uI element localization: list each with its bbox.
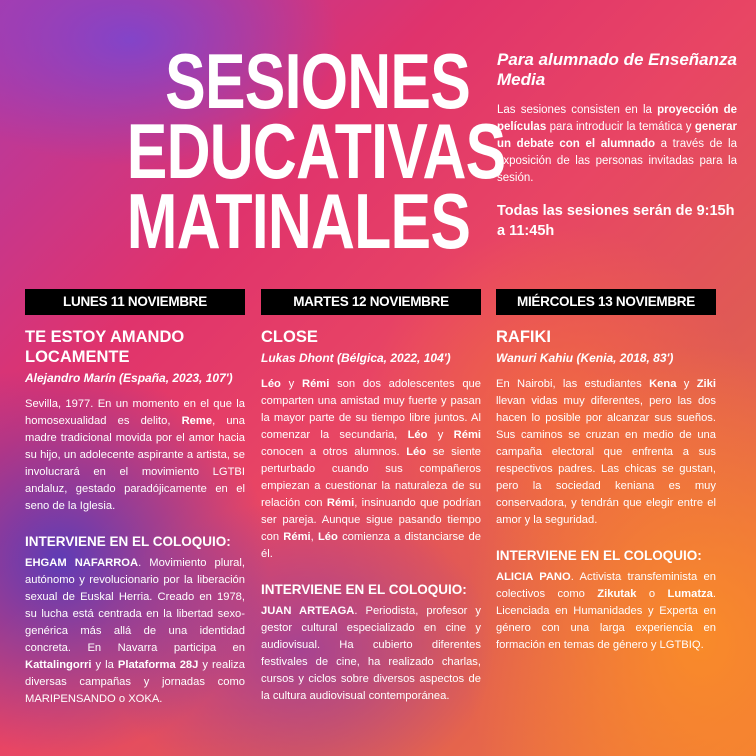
film-meta: Lukas Dhont (Bélgica, 2022, 104') bbox=[261, 351, 451, 365]
emphasis: Ziki bbox=[696, 378, 716, 390]
film-synopsis bbox=[261, 376, 481, 563]
text: , bbox=[310, 531, 318, 543]
film-synopsis bbox=[25, 396, 245, 515]
intro-block bbox=[497, 50, 737, 241]
emphasis: Kattalingorri bbox=[25, 659, 92, 671]
guest-description bbox=[261, 603, 481, 705]
emphasis: generar un debate con el alumnado bbox=[497, 121, 737, 150]
text: . Licenciada en Humanidades y Experta en género con una larga experiencia en formación en temas de género y LGTBIQ. bbox=[496, 588, 716, 651]
session-wednesday bbox=[496, 289, 716, 654]
guest-description bbox=[25, 555, 245, 708]
text: , una madre tradicional movida por el amor hacia su hijo, un adolecente aspirante a artista, se involucrará en el movimiento LGTBI andaluz, gestado paradójicamente en el seno de la Iglesia. bbox=[25, 415, 245, 512]
text: Las sesiones consisten en la bbox=[497, 104, 658, 116]
film-meta: Alejandro Marín (España, 2023, 107') bbox=[25, 371, 233, 385]
title-line-3: MATINALES bbox=[126, 177, 471, 265]
text: o bbox=[636, 588, 668, 600]
emphasis: Reme bbox=[181, 415, 213, 427]
emphasis: Kena bbox=[649, 378, 677, 390]
emphasis: Zikutak bbox=[597, 588, 637, 600]
emphasis: Léo bbox=[317, 531, 338, 543]
day-band: MIÉRCOLES 13 NOVIEMBRE bbox=[496, 289, 716, 315]
text: se siente perturbado cuando sus compañeros empiezan a cuestionar la naturaleza de su relación con bbox=[261, 446, 481, 509]
film-title: TE ESTOY AMANDO LOCAMENTE bbox=[25, 328, 185, 366]
guest-heading: INTERVIENE EN EL COLOQUIO: bbox=[261, 582, 467, 597]
session-monday bbox=[25, 289, 245, 708]
emphasis: Rémi bbox=[453, 429, 481, 441]
text: . Periodista, profesor y gestor cultural especializado en cine y audiovisual. Ha cubierto diferentes festivales de cine, ha realizado charlas, cursos y ciclos sobre diversos aspectos de la cultura audiovisual contemporánea. bbox=[261, 605, 481, 702]
emphasis: Léo bbox=[261, 378, 281, 390]
film-title: CLOSE bbox=[261, 328, 318, 346]
text: y la bbox=[91, 659, 118, 671]
title-line-1: SESIONES bbox=[165, 37, 470, 125]
text: Sevilla, 1977. En un momento en el que la homosexualidad es delito, bbox=[25, 398, 245, 427]
text: . Movimiento plural, autónomo y revolucionario por la liberación sexual de Euskal Herria. Creado en 1978, su lucha está centrada en la libertad sexo-genérica más allá de una identidad concreta. En Navarra participa en bbox=[25, 557, 245, 654]
emphasis: Lumatza bbox=[667, 588, 713, 600]
session-tuesday bbox=[261, 289, 481, 705]
text: , insinuando que podrían ser pareja. Aunque sigue pasando tiempo con bbox=[261, 497, 481, 543]
title-line-2: EDUCATIVAS bbox=[126, 107, 506, 195]
intro-description bbox=[497, 102, 737, 187]
text: En Nairobi, las estudiantes bbox=[496, 378, 650, 390]
text: y bbox=[280, 378, 302, 390]
guest-heading: INTERVIENE EN EL COLOQUIO: bbox=[25, 534, 231, 549]
film-synopsis bbox=[496, 376, 716, 529]
text: a través de la exposición de las personas invitadas para la sesión. bbox=[497, 138, 737, 184]
text: llevan vidas muy diferentes, pero las dos hacen lo posible por alcanzar sus sueños. Sus caminos se cruzan en medio de una campaña electoral que enfrenta a sus respectivos padres. Las chicas se gustan, pero la sociedad keniana es muy conservadora, y tendrán que elegir entre el amor y la seguridad. bbox=[496, 395, 716, 526]
film-meta: Wanuri Kahiu (Kenia, 2018, 83') bbox=[496, 351, 674, 365]
emphasis: Plataforma 28J bbox=[117, 659, 199, 671]
audience-subtitle: Para alumnado de Enseñanza Media bbox=[497, 50, 737, 89]
guest-heading: INTERVIENE EN EL COLOQUIO: bbox=[496, 548, 702, 563]
emphasis: proyección de películas bbox=[497, 104, 737, 133]
text: y realiza diversas campañas y jornadas como MARIPENSANDO o XOKA. bbox=[25, 659, 245, 705]
emphasis: Rémi bbox=[301, 378, 330, 390]
text: comienza a distanciarse de él. bbox=[261, 531, 481, 560]
text: y bbox=[676, 378, 697, 390]
day-band: MARTES 12 NOVIEMBRE bbox=[261, 289, 481, 315]
schedule-note: Todas las sesiones serán de 9:15h a 11:45h bbox=[497, 203, 735, 239]
main-title bbox=[126, 37, 506, 265]
day-band: LUNES 11 NOVIEMBRE bbox=[25, 289, 245, 315]
text: para introducir la temática y bbox=[546, 121, 695, 133]
emphasis: Léo bbox=[407, 429, 428, 441]
emphasis: Rémi bbox=[326, 497, 355, 509]
text: . Activista transfeminista en colectivos como bbox=[496, 571, 716, 600]
text: conocen a otros alumnos. bbox=[261, 446, 407, 458]
guest-name: EHGAM NAFARROA bbox=[25, 557, 139, 569]
emphasis: Léo bbox=[406, 446, 427, 458]
emphasis: Rémi bbox=[283, 531, 311, 543]
film-title: RAFIKI bbox=[496, 328, 551, 346]
text: y bbox=[427, 429, 454, 441]
guest-name: ALICIA PANO bbox=[496, 571, 571, 583]
text: son dos adolescentes que comparten una amistad muy fuerte y pasan la mayor parte de su tiempo libre juntos. Al comenzar la secundaria, bbox=[261, 378, 481, 441]
guest-name: JUAN ARTEAGA bbox=[261, 605, 355, 617]
guest-description bbox=[496, 569, 716, 654]
